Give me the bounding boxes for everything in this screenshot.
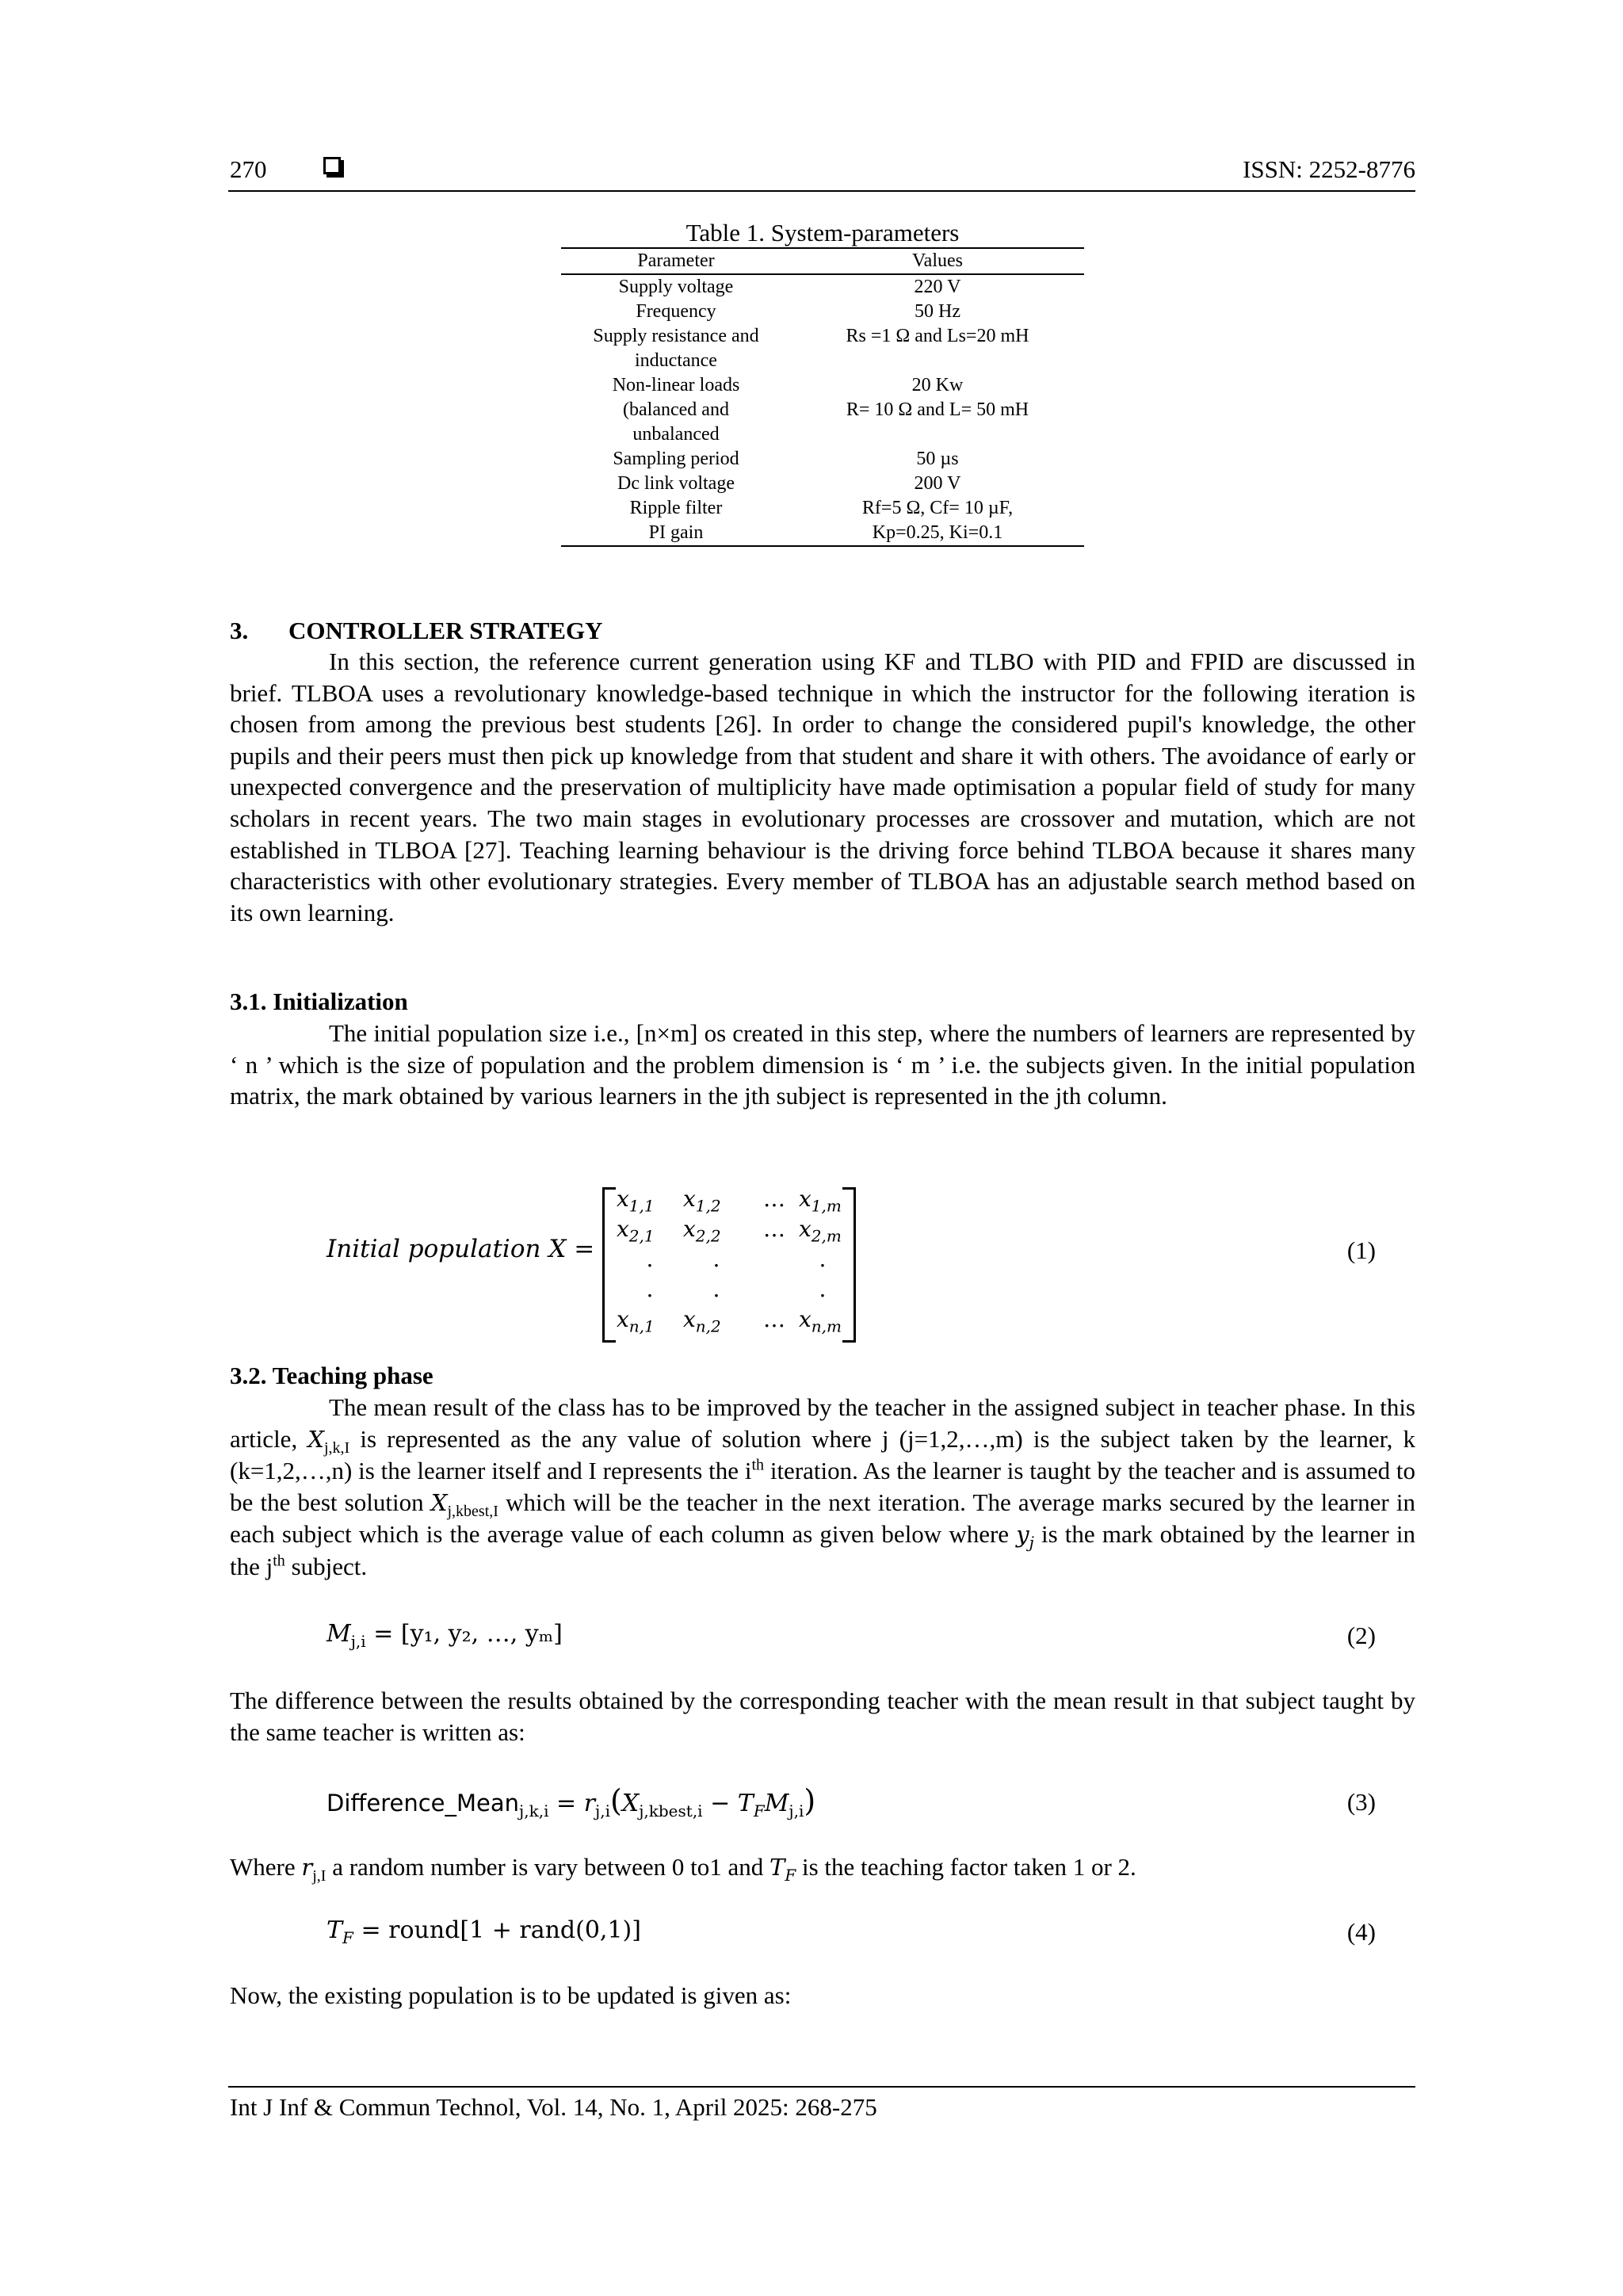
- matrix-left-bracket: [602, 1187, 616, 1343]
- cell-line: Supply resistance and: [593, 326, 759, 346]
- matrix-right-bracket: [842, 1187, 856, 1343]
- issn: ISSN: 2252-8776: [1243, 155, 1415, 183]
- cell-line: Frequency: [636, 301, 716, 322]
- section-number: 3.: [230, 617, 249, 644]
- section32-paragraph: The mean result of the class has to be improved by the teacher in the assigned subject in teacher phase. In this article, $X_{j,k,I}$ is represented as the any value of solution where j (j=1,2,…,m) is the subject taken by the learner, k (k=1,2,…,n) is the learner itself and I represents the $i^{th}$ iteration. As the learner is taught by the teacher and is assumed to be the best solution $X_{j,kbest,I}$ which will be the teacher in the next iteration. The average marks secured by the learner in each subject which is the average value of each column as given below where $y_j$ is the mark obtained by the learner in the $j^{th}$ subject.: [230, 1393, 1416, 1580]
- page-number: 270: [230, 155, 267, 183]
- text: is the mark obtained by the learner in the j: [230, 1520, 1416, 1580]
- matrix-cell: .: [819, 1276, 827, 1302]
- cell-line: R= 10 Ω and L= 50 mH: [846, 399, 1029, 420]
- cell-line: 50 Hz: [915, 301, 960, 322]
- text: The mean result of the class has to be improved by the teacher in the assigned subject in teacher phase. In this article,: [230, 1393, 1415, 1453]
- subsection-title-teaching-phase: 3.2. Teaching phase: [230, 1362, 433, 1389]
- table: [561, 247, 1084, 547]
- eq3-number: (3): [1346, 1788, 1376, 1816]
- sup: th: [751, 1456, 765, 1474]
- section-heading: CONTROLLER STRATEGY: [288, 617, 603, 644]
- table-row: [561, 472, 1084, 496]
- cell-value: [791, 324, 1084, 373]
- matrix-cell: $x_{2,1}$: [617, 1216, 655, 1246]
- table-row: [561, 324, 1084, 373]
- cell-value: [791, 447, 1084, 472]
- eq3-lhs: Difference_Mean: [327, 1790, 520, 1817]
- system-parameters-table: [561, 219, 1084, 547]
- eq4-rhs: = round[1 + rand(0,1)]: [361, 1916, 641, 1944]
- section31-paragraph: The initial population size i.e., [n×m] os created in this step, where the numbers of learners are represented by ‘ n ’ which is the size of population and the problem dimension is ‘ m ’ i.e. the subjects given. In the initial population matrix, the mark obtained by various learners in the jth subject is represented in the jth column.: [230, 1019, 1415, 1110]
- matrix-cell: $x_{n,1}$: [617, 1306, 655, 1336]
- math-x-kbest: X: [430, 1488, 448, 1516]
- cell-line: inductance: [635, 350, 717, 371]
- cell-line: Kp=0.25, Ki=0.1: [872, 522, 1003, 543]
- now-paragraph: Now, the existing population is to be updated is given as:: [230, 1981, 792, 2009]
- cell-parameter: [561, 274, 791, 300]
- eq1-number: (1): [1346, 1236, 1376, 1264]
- footer-citation: Int J Inf & Commun Technol, Vol. 14, No. 1, April 2025: 268-275: [230, 2093, 877, 2121]
- eq3: Difference_Mean$_{j,k,i}$ = $r_{j,i}(X_{j,kbest,i} - T_FM_{j,i})$: [327, 1783, 816, 1820]
- cell-parameter: [561, 496, 791, 521]
- subsection-title-initialization: 3.1. Initialization: [230, 988, 408, 1015]
- cell-line: unbalanced: [632, 424, 720, 445]
- eq4-number: (4): [1346, 1918, 1376, 1946]
- section-title: [230, 617, 602, 645]
- cell-line: 50 µs: [916, 449, 959, 469]
- text: which will be the teacher in the next iteration. The average marks secured by the learner in each subject which is the average value of each column as given below where: [230, 1488, 1416, 1549]
- cell-line: Non-linear loads: [612, 375, 740, 395]
- matrix-cell: [750, 1274, 799, 1305]
- cell-line: 220 V: [914, 277, 961, 297]
- text: a random number is vary between 0 to1 and: [332, 1853, 764, 1881]
- where-paragraph: Where $r_{j,I}$ a random number is vary between 0 to1 and $T_F$ is the teaching factor taken 1 or 2.: [230, 1853, 1136, 1885]
- matrix-cell: $x_{n,2}$: [683, 1306, 721, 1336]
- journal-box-icon: [323, 157, 341, 174]
- cell-parameter: [561, 300, 791, 324]
- eq2-lhs: M: [327, 1620, 351, 1648]
- matrix-cell: [750, 1244, 799, 1274]
- cell-parameter: [561, 447, 791, 472]
- cell-line: 20 Kw: [911, 375, 964, 395]
- matrix-cell: …: [763, 1186, 785, 1212]
- cell-value: [791, 472, 1084, 496]
- matrix-cell: …: [763, 1306, 785, 1332]
- table-caption: Table 1. System-parameters: [685, 219, 960, 246]
- text: Where: [230, 1853, 296, 1881]
- cell-parameter: [561, 373, 791, 447]
- cell-parameter: [561, 472, 791, 496]
- table-row: [561, 373, 1084, 447]
- eq3-lhs-sub: j,k,i: [519, 1801, 549, 1820]
- math-y-j: $y_j$: [1016, 1521, 1034, 1553]
- eq2-rhs: = [y₁, y₂, …, yₘ]: [373, 1620, 563, 1648]
- eq4: $T_F$ = round[1 + rand(0,1)]: [327, 1916, 641, 1947]
- footer-rule: [228, 2086, 1415, 2088]
- cell-line: Supply voltage: [618, 277, 734, 297]
- matrix-grid: [617, 1184, 846, 1335]
- matrix-cell: .: [712, 1276, 720, 1302]
- column-header-parameter: Parameter: [561, 248, 791, 274]
- text: iteration. As the learner is taught by the teacher and is assumed to be the best solution: [230, 1457, 1416, 1516]
- column-header-values: Values: [791, 248, 1084, 274]
- table-row: [561, 300, 1084, 324]
- matrix-cell: $x_{2,m}$: [799, 1216, 842, 1246]
- eq1-label: Initial population X =: [327, 1235, 595, 1263]
- header-rule: [228, 190, 1415, 192]
- eq2: [327, 1620, 563, 1651]
- text: subject.: [291, 1552, 368, 1580]
- math-x-jkI: X: [307, 1425, 324, 1453]
- matrix-cell: $x_{1,1}$: [617, 1186, 655, 1216]
- matrix-cell: .: [646, 1246, 654, 1272]
- matrix-cell: $x_{n,m}$: [799, 1306, 842, 1336]
- section3-paragraph: In this section, the reference current generation using KF and TLBO with PID and FPID are discussed in brief. TLBOA uses a revolutionary knowledge-based technique in which the instructor for the following iteration is chosen from among the previous best students [26]. In order to change the considered pupil's knowledge, the other pupils and their peers must then pick up knowledge from that student and share it with others. The avoidance of early or unexpected convergence and the preservation of multiplicity have made optimisation a popular field of study for many scholars in recent years. The two main stages in evolutionary processes are crossover and mutation, which are not established in TLBOA [27]. Teaching learning behaviour is the driving force behind TLBOA because it shares many characteristics with other evolutionary strategies. Every member of TLBOA has an adjustable search method based on its own learning.: [230, 648, 1415, 926]
- cell-line: 200 V: [914, 473, 961, 494]
- matrix-cell: $x_{2,2}$: [683, 1216, 721, 1246]
- matrix-cell: $x_{1,m}$: [799, 1186, 842, 1216]
- table-row: [561, 447, 1084, 472]
- matrix-cell: .: [712, 1246, 720, 1272]
- eq2-number: (2): [1346, 1622, 1376, 1649]
- matrix-cell: .: [646, 1276, 654, 1302]
- sup: th: [273, 1552, 285, 1570]
- cell-line: Sampling period: [613, 449, 739, 469]
- cell-line: Rf=5 Ω, Cf= 10 µF,: [861, 498, 1014, 518]
- cell-value: [791, 274, 1084, 300]
- text: is the teaching factor taken 1 or 2.: [802, 1853, 1136, 1881]
- cell-value: [791, 496, 1084, 521]
- cell-value: [791, 521, 1084, 546]
- matrix-cell: $x_{1,2}$: [683, 1186, 721, 1216]
- population-matrix: [602, 1187, 856, 1338]
- cell-parameter: [561, 324, 791, 373]
- cell-value: [791, 300, 1084, 324]
- difference-paragraph: The difference between the results obtained by the corresponding teacher with the mean result in that subject taught by the same teacher is written as:: [230, 1687, 1415, 1746]
- cell-parameter: [561, 521, 791, 546]
- cell-line: Dc link voltage: [617, 473, 735, 494]
- cell-value: [791, 373, 1084, 447]
- cell-line: Rs =1 Ω and Ls=20 mH: [846, 326, 1029, 346]
- table-row: [561, 521, 1084, 546]
- matrix-cell: .: [819, 1246, 827, 1272]
- text: is represented as the any value of solution where j (j=1,2,…,m) is the subject taken by the learner, k (k=1,2,…,n) is the learner itself and I represents the i: [230, 1424, 1416, 1485]
- table-row: [561, 274, 1084, 300]
- cell-line: PI gain: [648, 522, 704, 543]
- matrix-cell: …: [763, 1216, 785, 1242]
- cell-line: Ripple filter: [629, 498, 723, 518]
- table-row: [561, 496, 1084, 521]
- cell-line: (balanced and: [623, 399, 729, 420]
- eq2-lhs-sub: j,i: [350, 1632, 366, 1651]
